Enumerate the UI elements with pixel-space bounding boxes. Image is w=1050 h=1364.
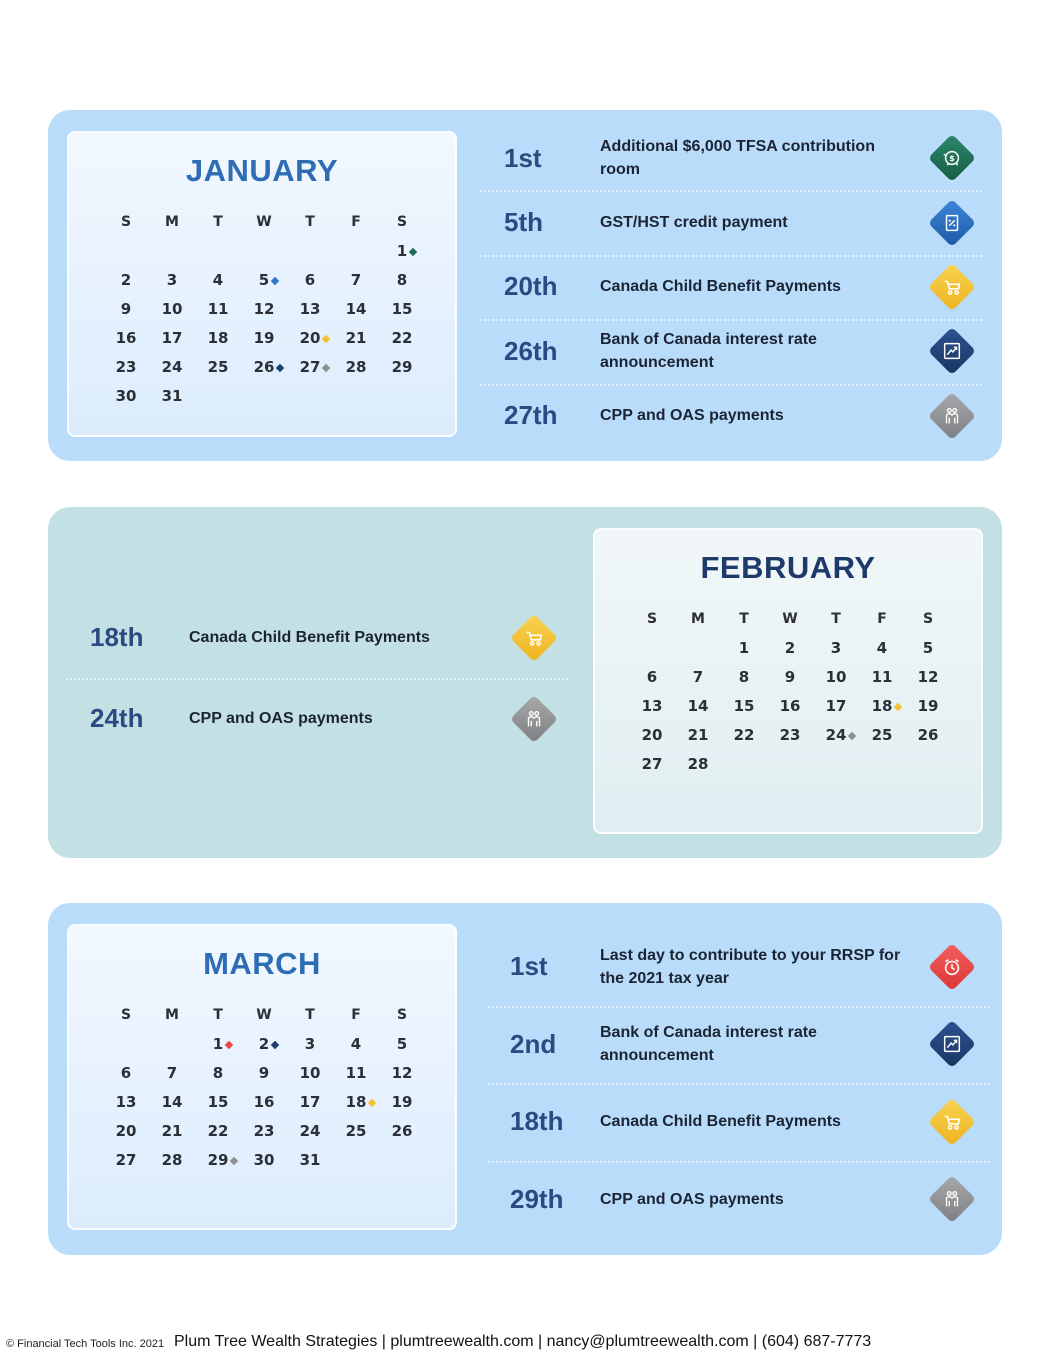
calendar-day: 11 xyxy=(207,300,229,318)
calendar-day: 29 xyxy=(195,1146,241,1175)
calendar-day: 9 xyxy=(120,300,132,318)
calendar-day: 10 xyxy=(825,668,847,686)
calendar-day: 19 xyxy=(253,329,275,347)
calendar-day: 23 xyxy=(253,1122,275,1140)
event-date: 20th xyxy=(504,271,558,302)
event-marker-icon xyxy=(894,703,902,711)
event-date: 2nd xyxy=(510,1028,557,1059)
weekday-header: F xyxy=(877,611,887,627)
event-date: 18th xyxy=(510,1106,564,1137)
event-row xyxy=(488,1083,990,1161)
calendar-day: 13 xyxy=(299,300,321,318)
calendar-day: 13 xyxy=(641,697,663,715)
calendar-day: 21 xyxy=(345,329,367,347)
calendar-day: 28 xyxy=(161,1151,183,1169)
event-marker-icon xyxy=(368,1099,376,1107)
event-row xyxy=(480,190,982,254)
elderly-couple-icon xyxy=(928,392,976,440)
weekday-header: T xyxy=(831,611,841,627)
weekday-header: S xyxy=(396,214,408,230)
calendar-day: 2 xyxy=(784,639,796,657)
calendar-day: 15 xyxy=(733,697,755,715)
calendar-day: 7 xyxy=(692,668,704,686)
calendar-day: 20 xyxy=(287,324,333,353)
empty-day-cell xyxy=(675,634,721,663)
calendar-day: 14 xyxy=(687,697,709,715)
march-calendar xyxy=(67,924,457,1230)
weekday-header: T xyxy=(213,214,223,230)
event-description: Canada Child Benefit Payments xyxy=(600,1113,841,1131)
march-events xyxy=(488,928,990,1238)
weekday-header: S xyxy=(120,1007,132,1023)
calendar-day: 23 xyxy=(779,726,801,744)
calendar-day: 15 xyxy=(391,300,413,318)
event-row xyxy=(488,1161,990,1239)
weekday-header: S xyxy=(396,1007,408,1023)
january-panel xyxy=(48,110,1002,461)
empty-day-cell xyxy=(333,237,379,266)
event-date: 26th xyxy=(504,335,558,366)
calendar-day: 23 xyxy=(115,358,137,376)
weekday-header: T xyxy=(739,611,749,627)
calendar-day: 3 xyxy=(830,639,842,657)
weekday-header: W xyxy=(256,214,272,230)
event-description: Bank of Canada interest rate announcement xyxy=(600,331,817,372)
empty-day-cell xyxy=(195,237,241,266)
event-marker-icon xyxy=(322,364,330,372)
calendar-day: 18 xyxy=(859,692,905,721)
march-panel xyxy=(48,903,1002,1255)
calendar-day: 1 xyxy=(738,639,750,657)
calendar-day: 5 xyxy=(241,266,287,295)
calendar-day: 27 xyxy=(115,1151,137,1169)
calendar-day: 18 xyxy=(333,1088,379,1117)
weekday-header: S xyxy=(922,611,934,627)
contact-line: Plum Tree Wealth Strategies | plumtreewealth.com | nancy@plumtreewealth.com | (604) 687-7773 xyxy=(174,1333,872,1350)
event-date: 29th xyxy=(510,1183,564,1214)
calendar-day: 29 xyxy=(391,358,413,376)
calendar-day: 3 xyxy=(166,271,178,289)
calendar-day: 22 xyxy=(207,1122,229,1140)
calendar-day: 31 xyxy=(299,1151,321,1169)
empty-day-cell xyxy=(149,237,195,266)
event-date: 24th xyxy=(90,703,144,733)
calendar-day: 14 xyxy=(345,300,367,318)
calendar-day: 16 xyxy=(115,329,137,347)
weekday-header: T xyxy=(305,1007,315,1023)
calendar-day: 9 xyxy=(258,1064,270,1082)
calendar-day: 20 xyxy=(641,726,663,744)
elderly-couple-icon xyxy=(510,694,558,742)
calendar-day: 4 xyxy=(350,1035,362,1053)
event-row xyxy=(480,384,982,448)
event-row xyxy=(480,319,982,383)
calendar-title: FEBRUARY xyxy=(700,550,876,585)
empty-day-cell xyxy=(103,1030,149,1059)
calendar-day: 16 xyxy=(779,697,801,715)
copyright-text: © Financial Tech Tools Inc. 2021 xyxy=(6,1338,165,1350)
event-date: 1st xyxy=(504,142,542,173)
weekday-header: M xyxy=(165,214,179,230)
weekday-header: M xyxy=(165,1007,179,1023)
empty-day-cell xyxy=(149,1030,195,1059)
event-marker-icon xyxy=(409,248,417,256)
event-row xyxy=(480,255,982,319)
weekday-header: S xyxy=(646,611,658,627)
calendar-day: 5 xyxy=(922,639,934,657)
calendar-grid xyxy=(629,605,951,779)
calendar-day: 2 xyxy=(120,271,132,289)
calendar-day: 24 xyxy=(161,358,183,376)
calendar-grid xyxy=(103,208,425,411)
piggy-bank-icon xyxy=(928,134,976,182)
calendar-day: 21 xyxy=(687,726,709,744)
calendar-day: 25 xyxy=(871,726,893,744)
calendar-day: 6 xyxy=(646,668,658,686)
calendar-day: 13 xyxy=(115,1093,137,1111)
receipt-percent-icon xyxy=(928,199,976,247)
calendar-day: 7 xyxy=(166,1064,178,1082)
calendar-day: 1 xyxy=(379,237,425,266)
calendar-day: 8 xyxy=(738,668,750,686)
weekday-header: T xyxy=(213,1007,223,1023)
event-row xyxy=(66,597,568,678)
february-panel xyxy=(48,507,1002,858)
calendar-day: 26 xyxy=(917,726,939,744)
event-marker-icon xyxy=(225,1041,233,1049)
event-row xyxy=(488,928,990,1006)
calendar-day: 17 xyxy=(161,329,183,347)
calendar-day: 12 xyxy=(917,668,939,686)
weekday-header: F xyxy=(351,214,361,230)
elderly-couple-icon xyxy=(928,1175,976,1223)
calendar-day: 27 xyxy=(287,353,333,382)
calendar-day: 25 xyxy=(207,358,229,376)
event-description: Last day to contribute to your RRSP for the 2021 tax year xyxy=(600,946,901,987)
event-date: 5th xyxy=(504,207,543,238)
calendar-day: 14 xyxy=(161,1093,183,1111)
trend-chart-icon xyxy=(928,1020,976,1068)
event-date: 18th xyxy=(90,622,144,652)
january-events xyxy=(480,126,982,448)
calendar-day: 24 xyxy=(299,1122,321,1140)
january-calendar xyxy=(67,131,457,437)
event-marker-icon xyxy=(230,1157,238,1165)
empty-day-cell xyxy=(287,237,333,266)
weekday-header: M xyxy=(691,611,705,627)
stroller-icon xyxy=(928,263,976,311)
calendar-day: 6 xyxy=(304,271,316,289)
calendar-day: 6 xyxy=(120,1064,132,1082)
calendar-day: 4 xyxy=(212,271,224,289)
calendar-title: MARCH xyxy=(203,946,321,981)
empty-day-cell xyxy=(629,634,675,663)
calendar-day: 17 xyxy=(299,1093,321,1111)
weekday-header: W xyxy=(782,611,798,627)
calendar-day: 10 xyxy=(299,1064,321,1082)
svg-text:$: $ xyxy=(949,153,955,164)
stroller-icon xyxy=(510,613,558,661)
calendar-day: 16 xyxy=(253,1093,275,1111)
event-description: Bank of Canada interest rate announcement xyxy=(600,1024,817,1065)
weekday-header: W xyxy=(256,1007,272,1023)
trend-chart-icon xyxy=(928,327,976,375)
calendar-day: 5 xyxy=(396,1035,408,1053)
february-events xyxy=(66,597,568,759)
calendar-day: 7 xyxy=(350,271,362,289)
calendar-day: 9 xyxy=(784,668,796,686)
event-description: CPP and OAS payments xyxy=(189,710,373,727)
event-row xyxy=(480,126,982,190)
calendar-day: 24 xyxy=(813,721,859,750)
event-row xyxy=(488,1006,990,1084)
event-description: GST/HST credit payment xyxy=(600,214,788,232)
calendar-day: 12 xyxy=(391,1064,413,1082)
weekday-header: F xyxy=(351,1007,361,1023)
calendar-day: 20 xyxy=(115,1122,137,1140)
calendar-day: 18 xyxy=(207,329,229,347)
calendar-day: 22 xyxy=(733,726,755,744)
calendar-title: JANUARY xyxy=(185,153,339,188)
event-description: CPP and OAS payments xyxy=(600,1190,784,1208)
calendar-day: 1 xyxy=(195,1030,241,1059)
event-date: 1st xyxy=(510,951,548,982)
calendar-day: 11 xyxy=(345,1064,367,1082)
calendar-day: 27 xyxy=(641,755,663,773)
weekday-header: T xyxy=(305,214,315,230)
empty-day-cell xyxy=(241,237,287,266)
calendar-day: 26 xyxy=(241,353,287,382)
event-marker-icon xyxy=(848,732,856,740)
calendar-grid xyxy=(103,1001,425,1175)
calendar-day: 25 xyxy=(345,1122,367,1140)
event-marker-icon xyxy=(271,277,279,285)
event-description: Canada Child Benefit Payments xyxy=(600,278,841,296)
calendar-day: 26 xyxy=(391,1122,413,1140)
calendar-day: 10 xyxy=(161,300,183,318)
calendar-day: 22 xyxy=(391,329,413,347)
calendar-day: 17 xyxy=(825,697,847,715)
calendar-day: 28 xyxy=(687,755,709,773)
event-marker-icon xyxy=(276,364,284,372)
event-description: Additional $6,000 TFSA contribution room xyxy=(600,138,875,179)
event-row xyxy=(66,678,568,759)
calendar-day: 8 xyxy=(212,1064,224,1082)
weekday-header: S xyxy=(120,214,132,230)
calendar-day: 19 xyxy=(391,1093,413,1111)
event-date: 27th xyxy=(504,400,558,431)
calendar-day: 3 xyxy=(304,1035,316,1053)
event-marker-icon xyxy=(271,1041,279,1049)
calendar-day: 28 xyxy=(345,358,367,376)
calendar-day: 4 xyxy=(876,639,888,657)
event-marker-icon xyxy=(322,335,330,343)
alarm-clock-icon xyxy=(928,943,976,991)
event-description: CPP and OAS payments xyxy=(600,407,784,425)
calendar-day: 21 xyxy=(161,1122,183,1140)
february-calendar xyxy=(593,528,983,834)
calendar-day: 12 xyxy=(253,300,275,318)
calendar-day: 8 xyxy=(396,271,408,289)
calendar-day: 2 xyxy=(241,1030,287,1059)
calendar-day: 31 xyxy=(161,387,183,405)
empty-day-cell xyxy=(103,237,149,266)
calendar-day: 11 xyxy=(871,668,893,686)
event-description: Canada Child Benefit Payments xyxy=(189,629,430,646)
calendar-day: 30 xyxy=(115,387,137,405)
calendar-day: 19 xyxy=(917,697,939,715)
calendar-day: 15 xyxy=(207,1093,229,1111)
calendar-day: 30 xyxy=(253,1151,275,1169)
stroller-icon xyxy=(928,1098,976,1146)
